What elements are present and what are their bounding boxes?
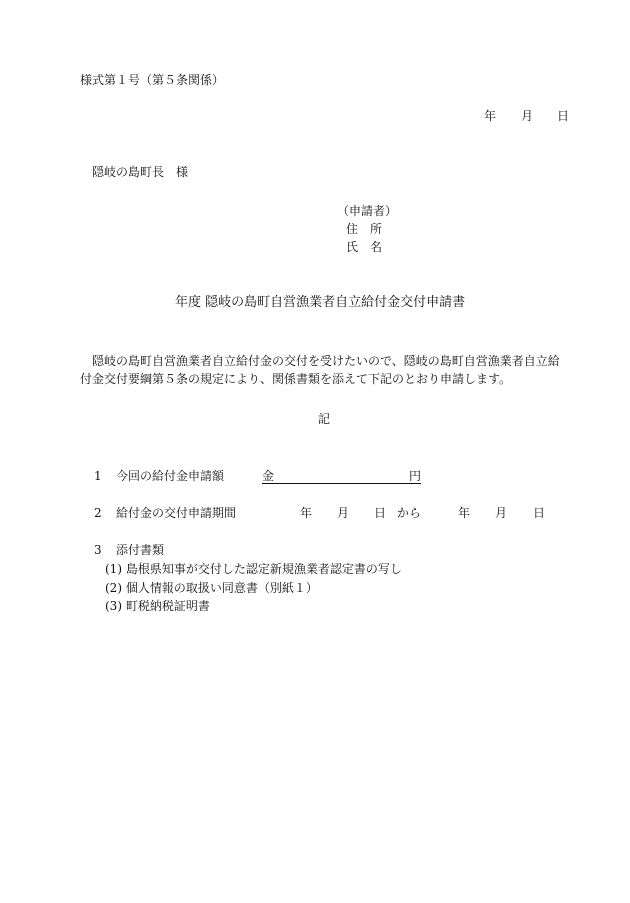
item-1-label: 今回の給付金申請額: [116, 469, 225, 483]
body-line-2: 付金交付要綱第５条の規定により、関係書類を添えて下記のとおり申請します。: [80, 372, 512, 386]
period-kara: から: [397, 506, 422, 520]
period-from-year: 年: [300, 506, 313, 520]
period-to-year: 年: [458, 506, 471, 520]
applicant-address-label: 住 所: [346, 222, 383, 236]
date-month: 月: [521, 109, 534, 123]
document-title: 年度 隠岐の島町自営漁業者自立給付金交付申請書: [175, 295, 466, 310]
amount-field: [262, 469, 421, 484]
applicant-label: （申請者）: [337, 204, 398, 218]
item-3-number: 3: [94, 543, 102, 557]
period-to-day: 日: [533, 506, 546, 520]
form-number: 様式第１号（第５条関係）: [80, 73, 225, 87]
applicant-name-label: 氏 名: [346, 240, 383, 254]
ki-heading: 記: [318, 412, 331, 426]
attachment-3: (3) 町税納税証明書: [105, 599, 210, 613]
period-from-day: 日: [374, 506, 387, 520]
attachment-2: (2) 個人情報の取扱い同意書（別紙１）: [105, 581, 318, 595]
item-3-label: 添付書類: [116, 543, 165, 557]
item-2-label: 給付金の交付申請期間: [116, 506, 237, 520]
attachment-1: (1) 島根県知事が交付した認定新規漁業者認定書の写し: [105, 562, 402, 576]
period-to-month: 月: [495, 506, 508, 520]
item-2-number: 2: [94, 506, 102, 520]
period-from-month: 月: [337, 506, 350, 520]
date-year: 年: [484, 109, 497, 123]
item-1-number: 1: [94, 469, 102, 483]
amount-suffix: 円: [408, 469, 421, 483]
date-day: 日: [557, 109, 570, 123]
body-line-1: 隠岐の島町自営漁業者自立給付金の交付を受けたいので、隠岐の島町自営漁業者自立給: [92, 354, 560, 368]
amount-prefix: 金: [262, 469, 275, 483]
addressee: 隠岐の島町長 様: [92, 165, 189, 179]
